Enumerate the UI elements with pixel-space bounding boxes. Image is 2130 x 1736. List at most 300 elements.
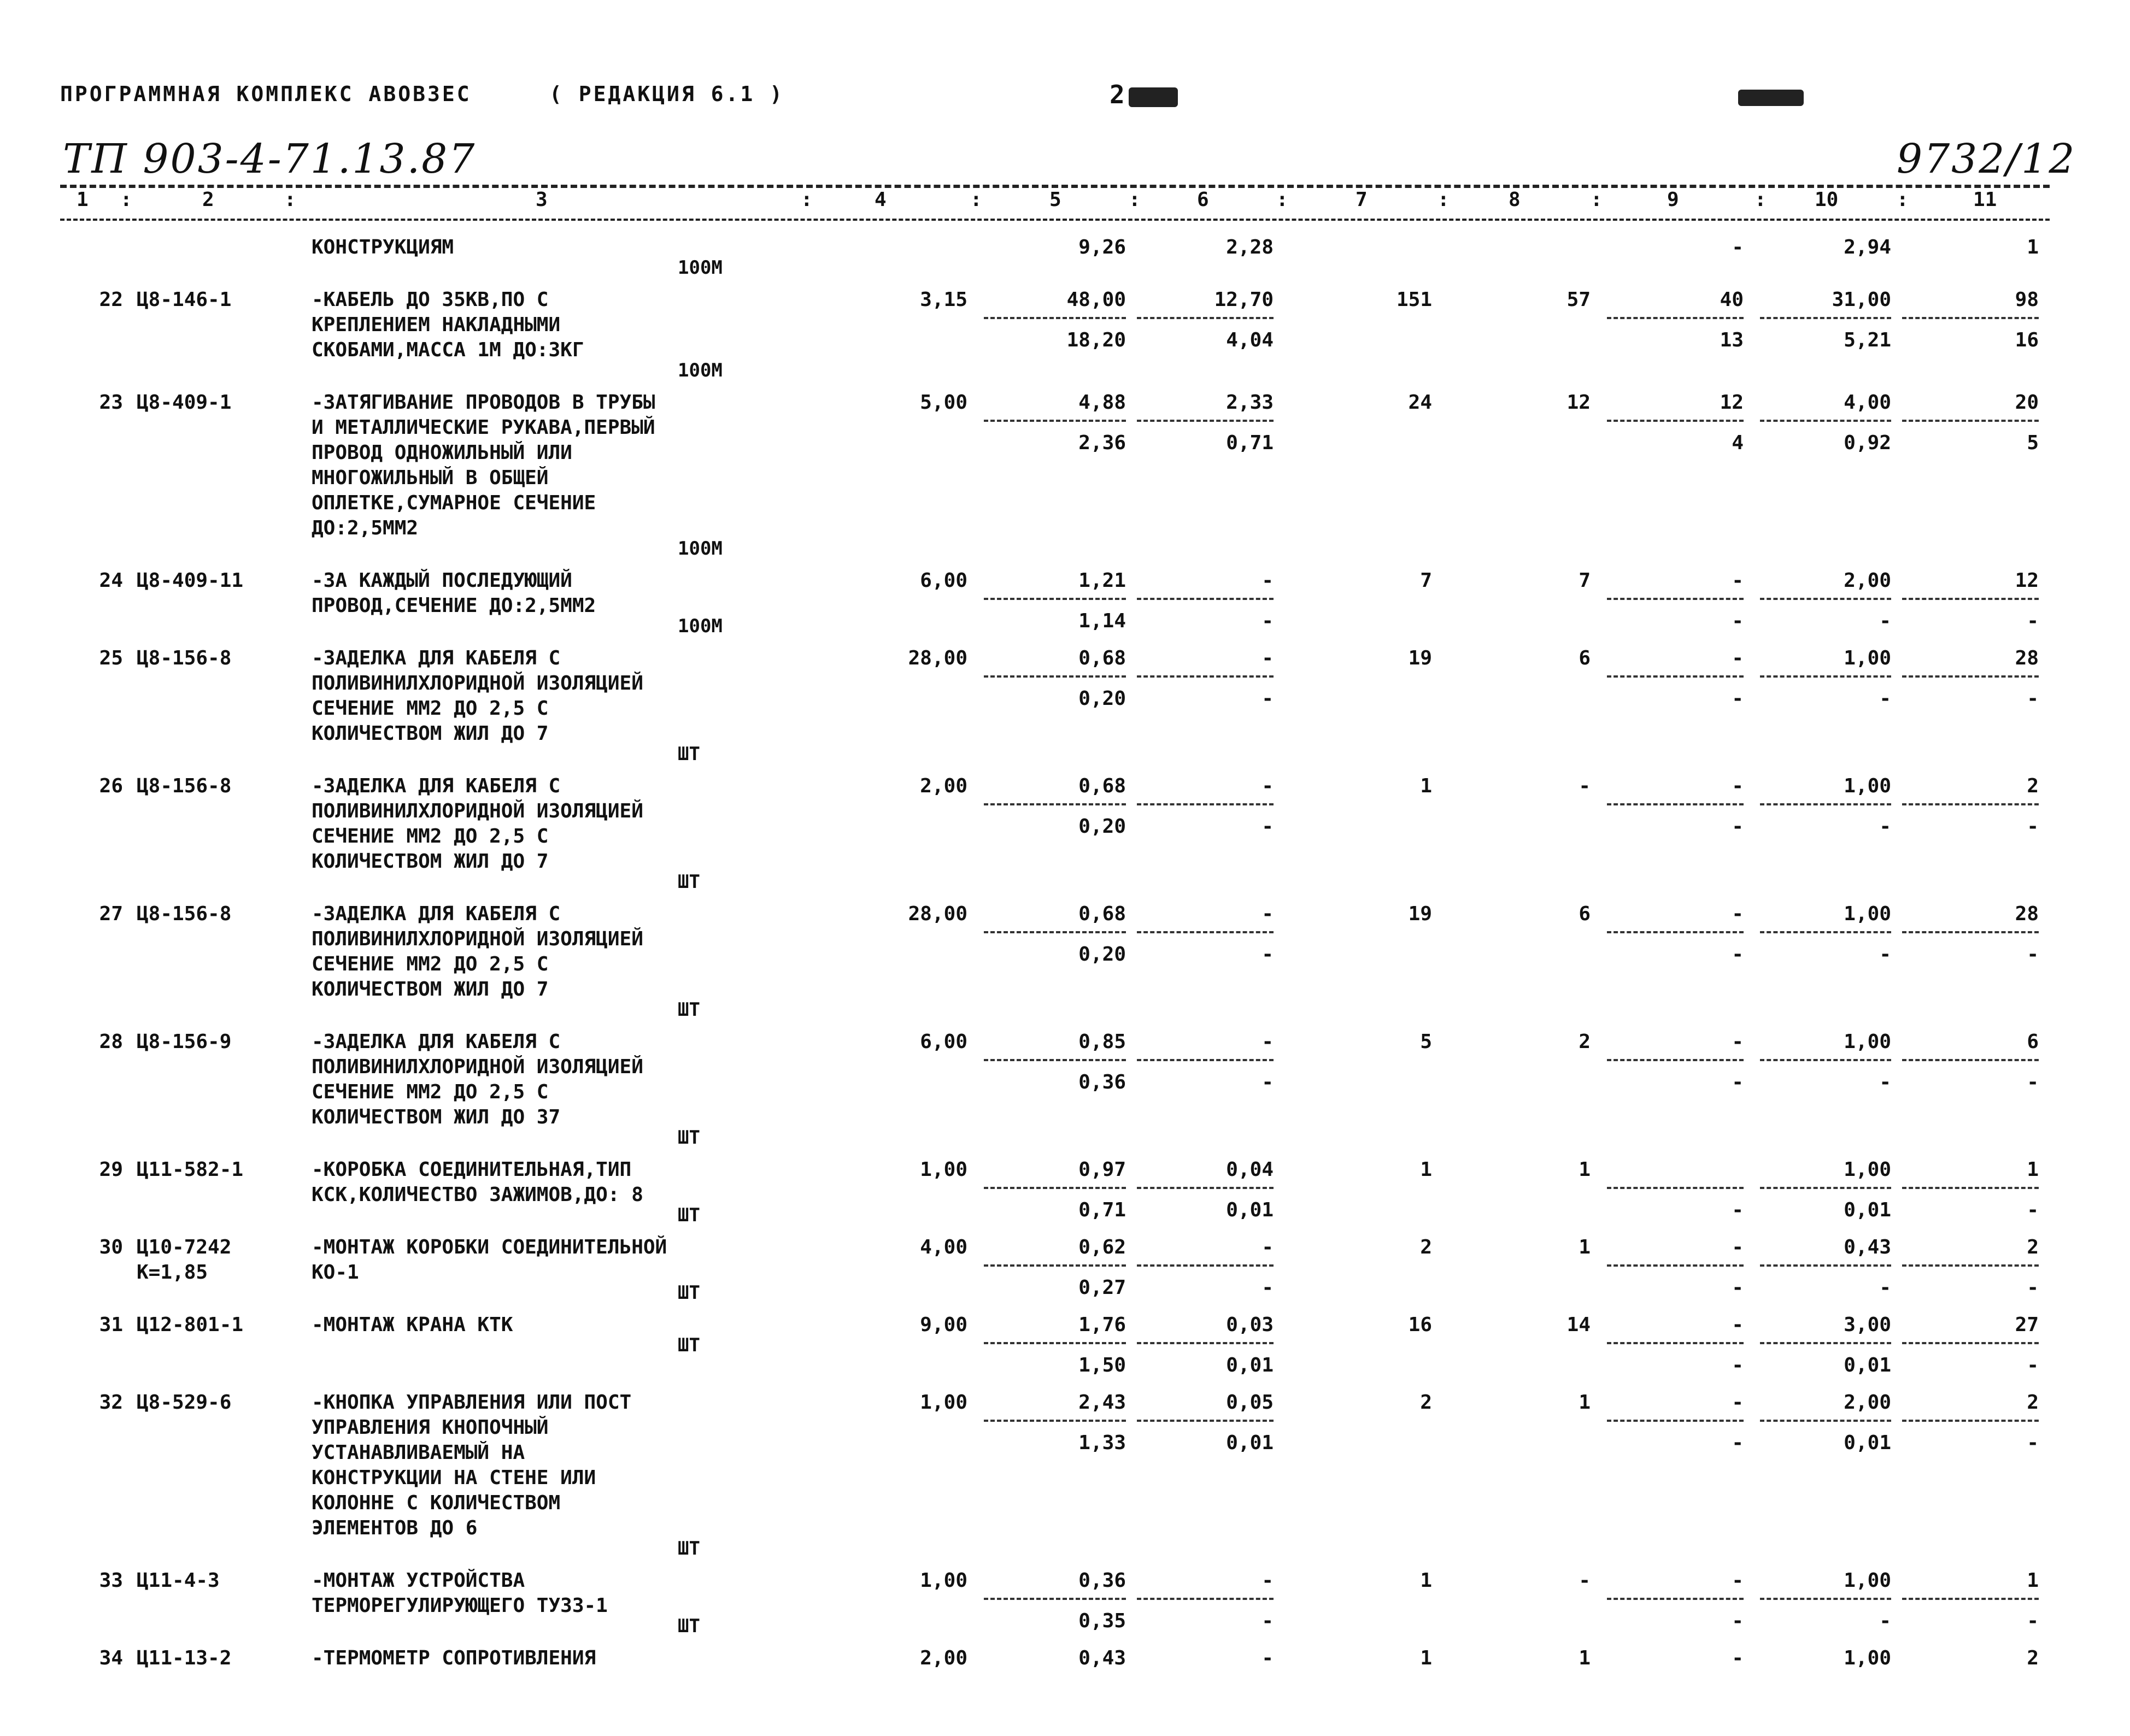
edition-label: ( РЕДАКЦИЯ 6.1 )	[549, 82, 785, 106]
rate-code: Ц8-529-6	[137, 1391, 232, 1414]
value-c7: 16	[1408, 1314, 1432, 1336]
wage-value-c10: -	[1879, 1610, 1891, 1632]
subtotal-rule	[984, 1420, 1126, 1422]
value-c11: 28	[2015, 647, 2039, 669]
value-c5: 0,68	[1078, 647, 1126, 669]
value-c7: 19	[1408, 647, 1432, 669]
value-c9: -	[1732, 236, 1744, 258]
description-line: -МОНТАЖ КОРОБКИ СОЕДИНИТЕЛЬНОЙ	[312, 1236, 667, 1258]
description-line: СКОБАМИ,МАССА 1М ДО:3КГ	[312, 339, 584, 361]
unit-label: ШТ	[678, 1334, 700, 1356]
value-c10: 1,00	[1844, 775, 1891, 797]
wage-value-c6: -	[1261, 1071, 1274, 1093]
unit-label: 100М	[678, 615, 723, 637]
row-number: 30	[99, 1236, 123, 1258]
value-c11: 2	[2027, 1236, 2039, 1258]
work-description	[312, 1235, 836, 1285]
value-c6: -	[1261, 647, 1274, 669]
wage-value-c6: -	[1261, 687, 1274, 710]
subtotal-rule	[984, 420, 1126, 422]
subtotal-rule	[1902, 1420, 2039, 1422]
wage-value-c6: -	[1261, 610, 1274, 632]
description-line: СЕЧЕНИЕ ММ2 ДО 2,5 С	[312, 697, 549, 720]
wage-value-c6: -	[1261, 1610, 1274, 1632]
value-c4: 2,00	[920, 1647, 967, 1669]
rate-code: Ц8-409-1	[137, 391, 232, 414]
row-number: 32	[99, 1391, 123, 1414]
work-description	[312, 1568, 836, 1619]
value-c11: 1	[2027, 1158, 2039, 1181]
wage-value-c5: 0,20	[1078, 815, 1126, 838]
description-line: СЕЧЕНИЕ ММ2 ДО 2,5 С	[312, 825, 549, 848]
wage-value-c5: 1,33	[1078, 1432, 1126, 1454]
subtotal-rule	[984, 1264, 1126, 1267]
subtotal-rule	[1607, 931, 1744, 933]
col-sep: :	[801, 189, 813, 211]
subtotal-rule	[1137, 675, 1274, 678]
wage-value-c9: 4	[1732, 432, 1744, 454]
unit-label: ШТ	[678, 1282, 700, 1304]
value-c11: 1	[2027, 236, 2039, 258]
subtotal-rule	[1902, 1187, 2039, 1189]
value-c5: 2,43	[1078, 1391, 1126, 1414]
value-c6: 0,05	[1226, 1391, 1274, 1414]
description-line: -МОНТАЖ КРАНА КТК	[312, 1314, 513, 1336]
subtotal-rule	[1137, 1059, 1274, 1061]
doc-code: ТП 903-4-71.13.87	[63, 136, 477, 183]
subtotal-rule	[1760, 598, 1891, 600]
subtotal-rule	[1137, 420, 1274, 422]
value-c11: 12	[2015, 569, 2039, 592]
col-sep: :	[284, 189, 296, 211]
description-line: ЭЛЕМЕНТОВ ДО 6	[312, 1517, 478, 1539]
subtotal-rule	[1607, 598, 1744, 600]
work-description	[312, 774, 836, 874]
wage-value-c9: -	[1732, 1276, 1744, 1299]
subtotal-rule	[1760, 1264, 1891, 1267]
wage-value-c10: 0,01	[1844, 1432, 1891, 1454]
rate-code: Ц12-801-1	[137, 1314, 244, 1336]
row-number: 28	[99, 1031, 123, 1053]
wage-value-c6: 4,04	[1226, 329, 1274, 351]
work-description	[312, 1029, 836, 1130]
description-line: -ТЕРМОМЕТР СОПРОТИВЛЕНИЯ	[312, 1647, 596, 1669]
wage-value-c5: 0,35	[1078, 1610, 1126, 1632]
description-line: УПРАВЛЕНИЯ КНОПОЧНЫЙ	[312, 1416, 549, 1439]
unit-label: ШТ	[678, 999, 700, 1021]
rate-code: Ц8-156-8	[137, 647, 232, 669]
unit-label: ШТ	[678, 1538, 700, 1560]
description-line: ПОЛИВИНИЛХЛОРИДНОЙ ИЗОЛЯЦИЕЙ	[312, 672, 643, 695]
value-c8: 6	[1579, 903, 1591, 925]
wage-value-c9: -	[1732, 1354, 1744, 1376]
subtotal-rule	[1607, 1598, 1744, 1600]
wage-value-c5: 18,20	[1066, 329, 1126, 351]
wage-value-c10: 5,21	[1844, 329, 1891, 351]
value-c5: 0,36	[1078, 1569, 1126, 1592]
subtotal-rule	[1607, 1420, 1744, 1422]
value-c9: -	[1732, 1031, 1744, 1053]
value-c5: 0,68	[1078, 775, 1126, 797]
wage-value-c10: -	[1879, 1276, 1891, 1299]
subtotal-rule	[984, 1187, 1126, 1189]
description-line: -КАБЕЛЬ ДО 35КВ,ПО С	[312, 289, 549, 311]
unit-label: 100М	[678, 360, 723, 381]
value-c7: 1	[1420, 1569, 1432, 1592]
value-c9: -	[1732, 1314, 1744, 1336]
value-c10: 31,00	[1832, 289, 1891, 311]
rate-code: Ц8-409-11	[137, 569, 244, 592]
wage-value-c5: 0,27	[1078, 1276, 1126, 1299]
row-number: 29	[99, 1158, 123, 1181]
value-c11: 20	[2015, 391, 2039, 414]
description-line: -ЗАДЕЛКА ДЛЯ КАБЕЛЯ С	[312, 903, 561, 925]
description-line: ПОЛИВИНИЛХЛОРИДНОЙ ИЗОЛЯЦИЕЙ	[312, 1056, 643, 1078]
value-c7: 1	[1420, 1647, 1432, 1669]
wage-value-c10: -	[1879, 943, 1891, 966]
row-number: 25	[99, 647, 123, 669]
subtotal-rule	[984, 1059, 1126, 1061]
subtotal-rule	[1760, 317, 1891, 319]
row-number: 24	[99, 569, 123, 592]
wage-value-c10: -	[1879, 687, 1891, 710]
value-c9: -	[1732, 569, 1744, 592]
description-line: СЕЧЕНИЕ ММ2 ДО 2,5 С	[312, 953, 549, 975]
value-c9: -	[1732, 1647, 1744, 1669]
subtotal-rule	[1607, 675, 1744, 678]
value-c4: 1,00	[920, 1569, 967, 1592]
value-c6: 2,33	[1226, 391, 1274, 414]
value-c5: 0,97	[1078, 1158, 1126, 1181]
subtotal-rule	[984, 1342, 1126, 1344]
description-line: -ЗА КАЖДЫЙ ПОСЛЕДУЮЩИЙ	[312, 569, 572, 592]
wage-value-c11: -	[2027, 1199, 2039, 1221]
col-num-5: 5	[1049, 189, 1061, 211]
description-line: ПОЛИВИНИЛХЛОРИДНОЙ ИЗОЛЯЦИЕЙ	[312, 928, 643, 950]
redaction-mark-right	[1738, 90, 1804, 106]
rate-code: Ц8-156-9	[137, 1031, 232, 1053]
subtotal-rule	[1607, 1342, 1744, 1344]
value-c11: 6	[2027, 1031, 2039, 1053]
col-num-10: 10	[1815, 189, 1839, 211]
col-sep: :	[1276, 189, 1288, 211]
value-c10: 1,00	[1844, 1031, 1891, 1053]
value-c7: 7	[1420, 569, 1432, 592]
wage-value-c10: -	[1879, 815, 1891, 838]
rate-code: Ц11-4-3	[137, 1569, 220, 1592]
subtotal-rule	[1137, 1420, 1274, 1422]
work-description	[312, 1646, 836, 1671]
value-c4: 5,00	[920, 391, 967, 414]
value-c5: 9,26	[1078, 236, 1126, 258]
row-number: 26	[99, 775, 123, 797]
rate-code: Ц8-156-8	[137, 903, 232, 925]
wage-value-c5: 0,71	[1078, 1199, 1126, 1221]
row-number: 34	[99, 1647, 123, 1669]
value-c8: 2	[1579, 1031, 1591, 1053]
col-sep: :	[1437, 189, 1450, 211]
value-c4: 28,00	[908, 903, 967, 925]
col-sep: :	[970, 189, 982, 211]
wage-value-c11: -	[2027, 687, 2039, 710]
value-c7: 5	[1420, 1031, 1432, 1053]
subtotal-rule	[1760, 931, 1891, 933]
wage-value-c10: -	[1879, 610, 1891, 632]
value-c4: 6,00	[920, 569, 967, 592]
description-line: КО-1	[312, 1261, 359, 1284]
wage-value-c11: -	[2027, 1354, 2039, 1376]
subtotal-rule	[1760, 803, 1891, 805]
column-number-row	[60, 189, 2050, 213]
value-c11: 2	[2027, 775, 2039, 797]
value-c4: 3,15	[920, 289, 967, 311]
value-c9: -	[1732, 1569, 1744, 1592]
value-c10: 2,00	[1844, 1391, 1891, 1414]
value-c11: 2	[2027, 1391, 2039, 1414]
value-c8: 7	[1579, 569, 1591, 592]
col-num-6: 6	[1197, 189, 1209, 211]
value-c10: 3,00	[1844, 1314, 1891, 1336]
subtotal-rule	[984, 598, 1126, 600]
wage-value-c11: -	[2027, 1610, 2039, 1632]
wage-value-c10: 0,01	[1844, 1199, 1891, 1221]
column-header-rule	[60, 219, 2050, 221]
description-line: КОЛИЧЕСТВОМ ЖИЛ ДО 7	[312, 722, 549, 745]
row-number: 23	[99, 391, 123, 414]
work-description	[312, 390, 836, 541]
value-c11: 1	[2027, 1569, 2039, 1592]
value-c8: -	[1579, 775, 1591, 797]
value-c9: -	[1732, 1236, 1744, 1258]
wage-value-c11: -	[2027, 1276, 2039, 1299]
rate-code: Ц10-7242	[137, 1236, 232, 1258]
col-num-1: 1	[77, 189, 89, 211]
description-line: -КНОПКА УПРАВЛЕНИЯ ИЛИ ПОСТ	[312, 1391, 632, 1414]
subtotal-rule	[984, 1598, 1126, 1600]
wage-value-c9: 13	[1720, 329, 1744, 351]
subtotal-rule	[1137, 1264, 1274, 1267]
description-line: МНОГОЖИЛЬНЫЙ В ОБЩЕЙ	[312, 467, 549, 489]
unit-label: ШТ	[678, 743, 700, 765]
wage-value-c11: 16	[2015, 329, 2039, 351]
unit-label: ШТ	[678, 1615, 700, 1637]
wage-value-c10: 0,92	[1844, 432, 1891, 454]
description-line: КРЕПЛЕНИЕМ НАКЛАДНЫМИ	[312, 314, 561, 336]
col-sep: :	[1129, 189, 1141, 211]
value-c6: -	[1261, 1569, 1274, 1592]
value-c10: 0,43	[1844, 1236, 1891, 1258]
row-number: 31	[99, 1314, 123, 1336]
subtotal-rule	[1137, 803, 1274, 805]
col-num-2: 2	[202, 189, 214, 211]
value-c5: 0,62	[1078, 1236, 1126, 1258]
wage-value-c6: -	[1261, 1276, 1274, 1299]
wage-value-c6: -	[1261, 815, 1274, 838]
value-c8: 57	[1566, 289, 1591, 311]
value-c8: 1	[1579, 1236, 1591, 1258]
description-line: КОЛОННЕ С КОЛИЧЕСТВОМ	[312, 1492, 561, 1514]
wage-value-c6: 0,01	[1226, 1354, 1274, 1376]
value-c8: 12	[1566, 391, 1591, 414]
value-c6: 0,04	[1226, 1158, 1274, 1181]
description-line: ТЕРМОРЕГУЛИРУЮЩЕГО ТУЗЗ-1	[312, 1594, 608, 1617]
description-line: КОНСТРУКЦИИ НА СТЕНЕ ИЛИ	[312, 1467, 596, 1489]
value-c9: -	[1732, 647, 1744, 669]
subtotal-rule	[1607, 420, 1744, 422]
subtotal-rule	[1760, 1342, 1891, 1344]
subtotal-rule	[1137, 1342, 1274, 1344]
subtotal-rule	[1902, 420, 2039, 422]
value-c5: 1,21	[1078, 569, 1126, 592]
description-line: КОНСТРУКЦИЯМ	[312, 236, 454, 258]
value-c5: 0,85	[1078, 1031, 1126, 1053]
col-sep: :	[120, 189, 132, 211]
subtotal-rule	[1760, 675, 1891, 678]
subtotal-rule	[1760, 1420, 1891, 1422]
work-description	[312, 1157, 836, 1208]
description-line: -ЗАДЕЛКА ДЛЯ КАБЕЛЯ С	[312, 775, 561, 797]
value-c6: -	[1261, 903, 1274, 925]
page-number: 2	[1110, 80, 1127, 109]
description-line: -ЗАДЕЛКА ДЛЯ КАБЕЛЯ С	[312, 647, 561, 669]
subtotal-rule	[1607, 803, 1744, 805]
value-c9: 40	[1720, 289, 1744, 311]
value-c9: -	[1732, 775, 1744, 797]
unit-label: 100М	[678, 538, 723, 560]
subtotal-rule	[1607, 1059, 1744, 1061]
value-c5: 48,00	[1066, 289, 1126, 311]
subtotal-rule	[1902, 931, 2039, 933]
wage-value-c5: 2,36	[1078, 432, 1126, 454]
description-line: И МЕТАЛЛИЧЕСКИЕ РУКАВА,ПЕРВЫЙ	[312, 416, 655, 439]
value-c4: 2,00	[920, 775, 967, 797]
value-c4: 1,00	[920, 1158, 967, 1181]
col-num-7: 7	[1356, 189, 1368, 211]
col-sep: :	[1755, 189, 1767, 211]
wage-value-c9: -	[1732, 1071, 1744, 1093]
unit-label: 100М	[678, 257, 723, 279]
wage-value-c9: -	[1732, 1432, 1744, 1454]
wage-value-c9: -	[1732, 1610, 1744, 1632]
subtotal-rule	[984, 803, 1126, 805]
unit-label: ШТ	[678, 1127, 700, 1149]
subtotal-rule	[1137, 598, 1274, 600]
subtotal-rule	[1902, 675, 2039, 678]
value-c4: 28,00	[908, 647, 967, 669]
wage-value-c9: -	[1732, 815, 1744, 838]
value-c5: 0,43	[1078, 1647, 1126, 1669]
value-c8: 1	[1579, 1647, 1591, 1669]
value-c10: 1,00	[1844, 1158, 1891, 1181]
value-c10: 1,00	[1844, 903, 1891, 925]
value-c6: -	[1261, 1236, 1274, 1258]
value-c10: 1,00	[1844, 647, 1891, 669]
col-sep: :	[1897, 189, 1909, 211]
value-c7: 151	[1396, 289, 1432, 311]
value-c6: 0,03	[1226, 1314, 1274, 1336]
work-description	[312, 1313, 836, 1338]
description-line: -ЗАДЕЛКА ДЛЯ КАБЕЛЯ С	[312, 1031, 561, 1053]
wage-value-c11: -	[2027, 1432, 2039, 1454]
subtotal-rule	[1760, 1187, 1891, 1189]
description-line: ДО:2,5ММ2	[312, 517, 419, 539]
header-rule	[60, 185, 2050, 188]
redaction-mark	[1129, 87, 1178, 107]
rate-code: Ц8-146-1	[137, 289, 232, 311]
description-line: КСК,КОЛИЧЕСТВО ЗАЖИМОВ,ДО: 8	[312, 1184, 643, 1206]
row-number: 27	[99, 903, 123, 925]
program-title: ПРОГРАММНАЯ КОМПЛЕКС АВОВЗЕС	[60, 82, 472, 106]
wage-value-c6: 0,01	[1226, 1199, 1274, 1221]
subtotal-rule	[1607, 317, 1744, 319]
description-line: КОЛИЧЕСТВОМ ЖИЛ ДО 7	[312, 850, 549, 873]
wage-value-c9: -	[1732, 1199, 1744, 1221]
value-c7: 1	[1420, 1158, 1432, 1181]
value-c7: 24	[1408, 391, 1432, 414]
value-c6: -	[1261, 1031, 1274, 1053]
work-description	[312, 646, 836, 746]
wage-value-c5: 0,20	[1078, 687, 1126, 710]
wage-value-c11: -	[2027, 1071, 2039, 1093]
subtotal-rule	[1760, 1059, 1891, 1061]
value-c10: 2,94	[1844, 236, 1891, 258]
subtotal-rule	[1902, 1342, 2039, 1344]
row-number: 22	[99, 289, 123, 311]
subtotal-rule	[1902, 1264, 2039, 1267]
description-line: КОЛИЧЕСТВОМ ЖИЛ ДО 37	[312, 1106, 561, 1128]
description-line: ОПЛЕТКЕ,СУМАРНОЕ СЕЧЕНИЕ	[312, 492, 596, 514]
wage-value-c10: -	[1879, 1071, 1891, 1093]
wage-value-c5: 0,36	[1078, 1071, 1126, 1093]
subtotal-rule	[1760, 420, 1891, 422]
row-number: 33	[99, 1569, 123, 1592]
subtotal-rule	[984, 317, 1126, 319]
value-c10: 1,00	[1844, 1647, 1891, 1669]
description-line: УСТАНАВЛИВАЕМЫЙ НА	[312, 1441, 525, 1464]
subtotal-rule	[1760, 1598, 1891, 1600]
value-c4: 9,00	[920, 1314, 967, 1336]
value-c6: 2,28	[1226, 236, 1274, 258]
wage-value-c6: 0,01	[1226, 1432, 1274, 1454]
unit-label: ШТ	[678, 1204, 700, 1226]
work-description	[312, 1390, 836, 1541]
subtotal-rule	[1902, 803, 2039, 805]
value-c7: 2	[1420, 1236, 1432, 1258]
work-description	[312, 287, 836, 363]
value-c8: -	[1579, 1569, 1591, 1592]
value-c11: 27	[2015, 1314, 2039, 1336]
col-sep: :	[1591, 189, 1603, 211]
value-c6: -	[1261, 1647, 1274, 1669]
value-c11: 98	[2015, 289, 2039, 311]
value-c8: 6	[1579, 647, 1591, 669]
subtotal-rule	[984, 931, 1126, 933]
value-c7: 1	[1420, 775, 1432, 797]
description-line: -МОНТАЖ УСТРОЙСТВА	[312, 1569, 525, 1592]
work-description	[312, 568, 836, 619]
value-c8: 1	[1579, 1158, 1591, 1181]
subtotal-rule	[1137, 317, 1274, 319]
value-c9: -	[1732, 1391, 1744, 1414]
rate-coefficient: К=1,85	[137, 1261, 208, 1284]
subtotal-rule	[1902, 598, 2039, 600]
wage-value-c9: -	[1732, 943, 1744, 966]
value-c4: 6,00	[920, 1031, 967, 1053]
value-c6: -	[1261, 775, 1274, 797]
value-c10: 2,00	[1844, 569, 1891, 592]
subtotal-rule	[1902, 1059, 2039, 1061]
value-c9: -	[1732, 903, 1744, 925]
